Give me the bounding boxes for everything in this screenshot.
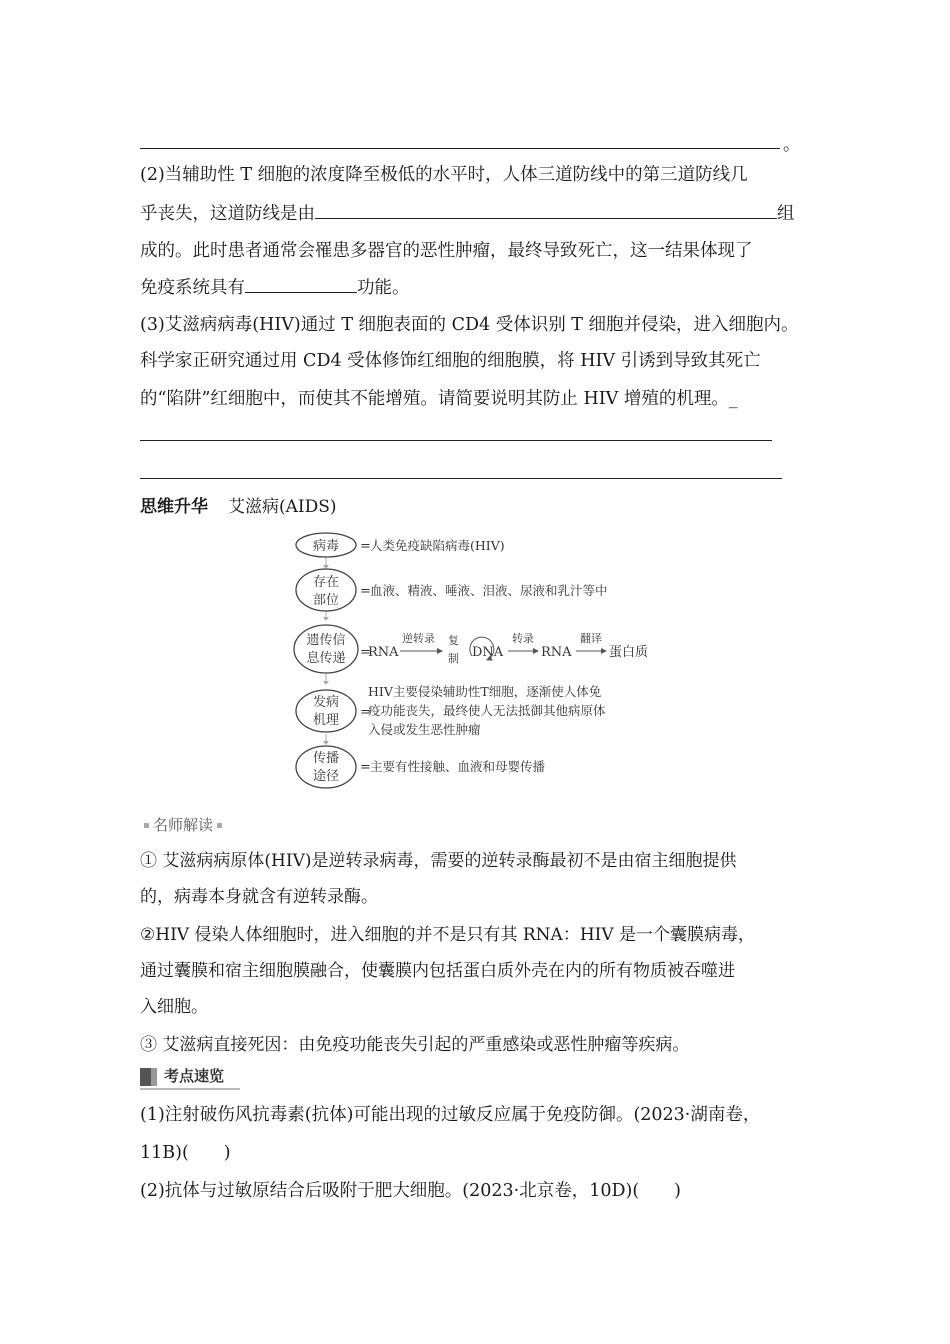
node-label: 机理 <box>312 713 340 728</box>
flow-dna: DNA <box>472 645 504 660</box>
info-flow <box>368 631 648 665</box>
node-desc: HIV主要侵染辅助性T细胞，逐渐使人体免 <box>368 684 602 699</box>
node-genetic-info <box>294 625 358 673</box>
teacher-p2a: ②HIV 侵染人体细胞时，进入细胞的并不是只有其 RNA：HIV 是一个囊膜病毒， <box>140 925 756 945</box>
node-transmission <box>296 746 356 788</box>
answer-blank-line <box>140 478 782 479</box>
flow-replicate-top: 复 <box>448 634 459 647</box>
node-desc: 入侵或发生恶性肿瘤 <box>368 722 481 737</box>
node-desc: 主要有性接触、血液和母婴传播 <box>370 759 546 774</box>
kaodian-item1-line2: 11B)( ) <box>140 1143 231 1163</box>
heading-bar-icon <box>151 1068 157 1086</box>
kaodian-item2: (2)抗体与过敏原结合后吸附于肥大细胞。(2023·北京卷，10D)( ) <box>140 1181 681 1201</box>
section-label: 思维升华 <box>140 497 208 517</box>
node-desc: 疫功能丧失，最终使人无法抵御其他病原体 <box>368 703 606 718</box>
q3-line1: (3)艾滋病病毒(HIV)通过 T 细胞表面的 CD4 受体识别 T 细胞并侵染，进入细胞内。 <box>140 315 799 335</box>
q3-line3: 的“陷阱”红细胞中，而使其不能增殖。请简要说明其防止 HIV 增殖的机理。_ <box>140 389 738 409</box>
node-label: 传播 <box>312 751 340 766</box>
answer-blank <box>245 274 357 293</box>
badge-square-icon <box>217 823 222 828</box>
q2-line3: 成的。此时患者通常会罹患多器官的恶性肿瘤，最终导致死亡，这一结果体现了 <box>140 241 753 261</box>
node-desc-dash: = <box>360 645 371 660</box>
section-topic: 艾滋病(AIDS) <box>228 497 337 517</box>
flow-rna: RNA <box>368 645 399 660</box>
node-label: 存在 <box>312 575 340 590</box>
node-label: 部位 <box>312 593 340 608</box>
period-mark: 。 <box>783 135 800 155</box>
q2-line2-end: 组 <box>777 204 795 224</box>
teacher-p1a: ① 艾滋病病原体(HIV)是逆转录病毒，需要的逆转录酶最初不是由宿主细胞提供 <box>140 851 737 871</box>
teacher-p2c: 入细胞。 <box>140 997 208 1017</box>
node-label: 遗传信 <box>306 633 346 648</box>
flow-reverse-label: 逆转录 <box>402 632 435 645</box>
q2-line4-end: 功能。 <box>357 278 410 298</box>
teacher-p2b: 通过囊膜和宿主细胞膜融合，使囊膜内包括蛋白质外壳在内的所有物质被吞噬进 <box>140 961 735 981</box>
badge-square-icon <box>144 823 149 828</box>
q3-line2: 科学家正研究通过用 CD4 受体修饰红细胞的细胞膜，将 HIV 引诱到导致其死亡 <box>140 351 761 371</box>
teacher-p1b: 的，病毒本身就含有逆转录酶。 <box>140 887 378 907</box>
teacher-explanation-badge <box>140 814 226 835</box>
node-desc-dash: = <box>360 584 371 599</box>
teacher-p3: ③ 艾滋病直接死因：由免疫功能丧失引起的严重感染或恶性肿瘤等疾病。 <box>140 1035 690 1055</box>
node-label: 途径 <box>312 769 340 784</box>
flow-translate-label: 翻译 <box>580 632 602 645</box>
node-desc-dash: = <box>360 760 371 775</box>
node-desc: 人类免疫缺陷病毒(HIV) <box>370 538 505 553</box>
kaodian-item1-line1: (1)注射破伤风抗毒素(抗体)可能出现的过敏反应属于免疫防御。(2023·湖南卷， <box>140 1105 761 1125</box>
heading-underline <box>140 1088 240 1090</box>
flow-transcribe-label: 转录 <box>512 632 534 645</box>
flow-rna: RNA <box>541 645 572 660</box>
node-desc-dash: = <box>360 539 371 554</box>
kaodian-heading <box>140 1064 240 1086</box>
node-desc-dash: = <box>360 705 371 720</box>
flow-protein: 蛋白质 <box>609 645 649 660</box>
node-virus <box>296 533 356 557</box>
node-location <box>296 569 356 611</box>
kaodian-label: 考点速览 <box>164 1067 225 1085</box>
q2-line4 <box>140 274 830 301</box>
answer-blank <box>315 200 777 219</box>
node-label: 息传递 <box>306 651 346 666</box>
badge-label: 名师解读 <box>153 816 214 834</box>
answer-blank-line <box>140 148 780 149</box>
q2-line1: (2)当辅助性 T 细胞的浓度降至极低的水平时，人体三道防线中的第三道防线几 <box>140 165 748 185</box>
q2-line2-text: 乎丧失，这道防线是由 <box>140 204 315 224</box>
node-pathogenesis <box>296 690 356 732</box>
node-label: 病毒 <box>312 539 340 554</box>
aids-concept-diagram <box>290 528 670 793</box>
section-heading <box>140 495 337 519</box>
flow-replicate-bottom: 制 <box>448 652 459 665</box>
q2-line4-text: 免疫系统具有 <box>140 278 245 298</box>
q2-line2 <box>140 200 830 227</box>
node-label: 发病 <box>312 695 340 710</box>
answer-blank-line <box>140 440 772 441</box>
node-desc: 血液、精液、唾液、泪液、尿液和乳汁等中 <box>370 583 608 598</box>
